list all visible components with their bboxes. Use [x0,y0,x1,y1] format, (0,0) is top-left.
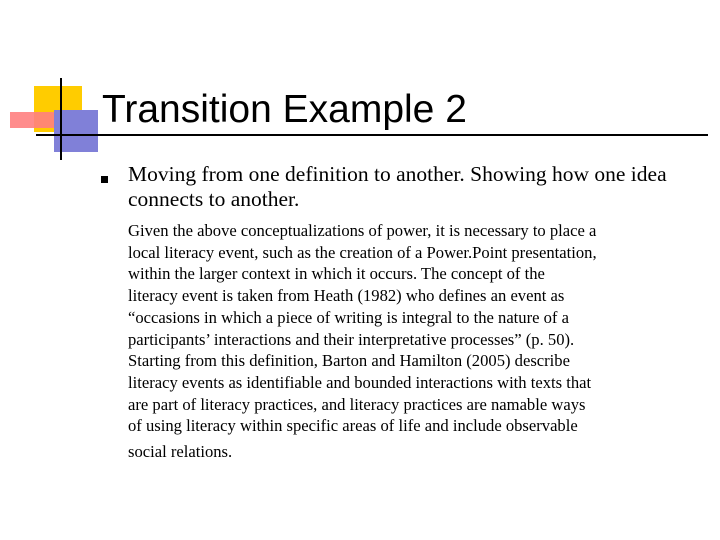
quote-line: are part of literacy practices, and literacy practices are namable ways [128,394,586,414]
quote-line: Starting from this definition, Barton and Hamilton (2005) describe [128,351,570,371]
quote-line: social relations. [128,442,233,462]
decor-vertical-rule [60,78,62,160]
quote-line: of using literacy within specific areas of life and include observable [128,416,578,436]
title-underline-rule [36,134,708,136]
quote-line: literacy event is taken from Heath (1982) who defines an event as [128,286,565,306]
quote-line: literacy events as identifiable and bounded interactions with texts that [128,372,592,392]
quote-line: local literacy event, such as the creation of a Power.Point presentation, [128,242,597,262]
bullet-square-icon [101,176,108,183]
quoted-passage [128,220,703,463]
bullet-point-text: Moving from one definition to another. Showing how one idea connects to another. [128,162,667,211]
quote-line: Given the above conceptualizations of power, it is necessary to place a [128,221,597,240]
quote-line: “occasions in which a piece of writing is integral to the nature of a [128,307,569,327]
quote-line: participants’ interactions and their interpretative processes” (p. 50). [128,329,575,349]
slide-title: Transition Example 2 [102,88,467,131]
quote-line: within the larger context in which it occurs. The concept of the [128,264,545,284]
